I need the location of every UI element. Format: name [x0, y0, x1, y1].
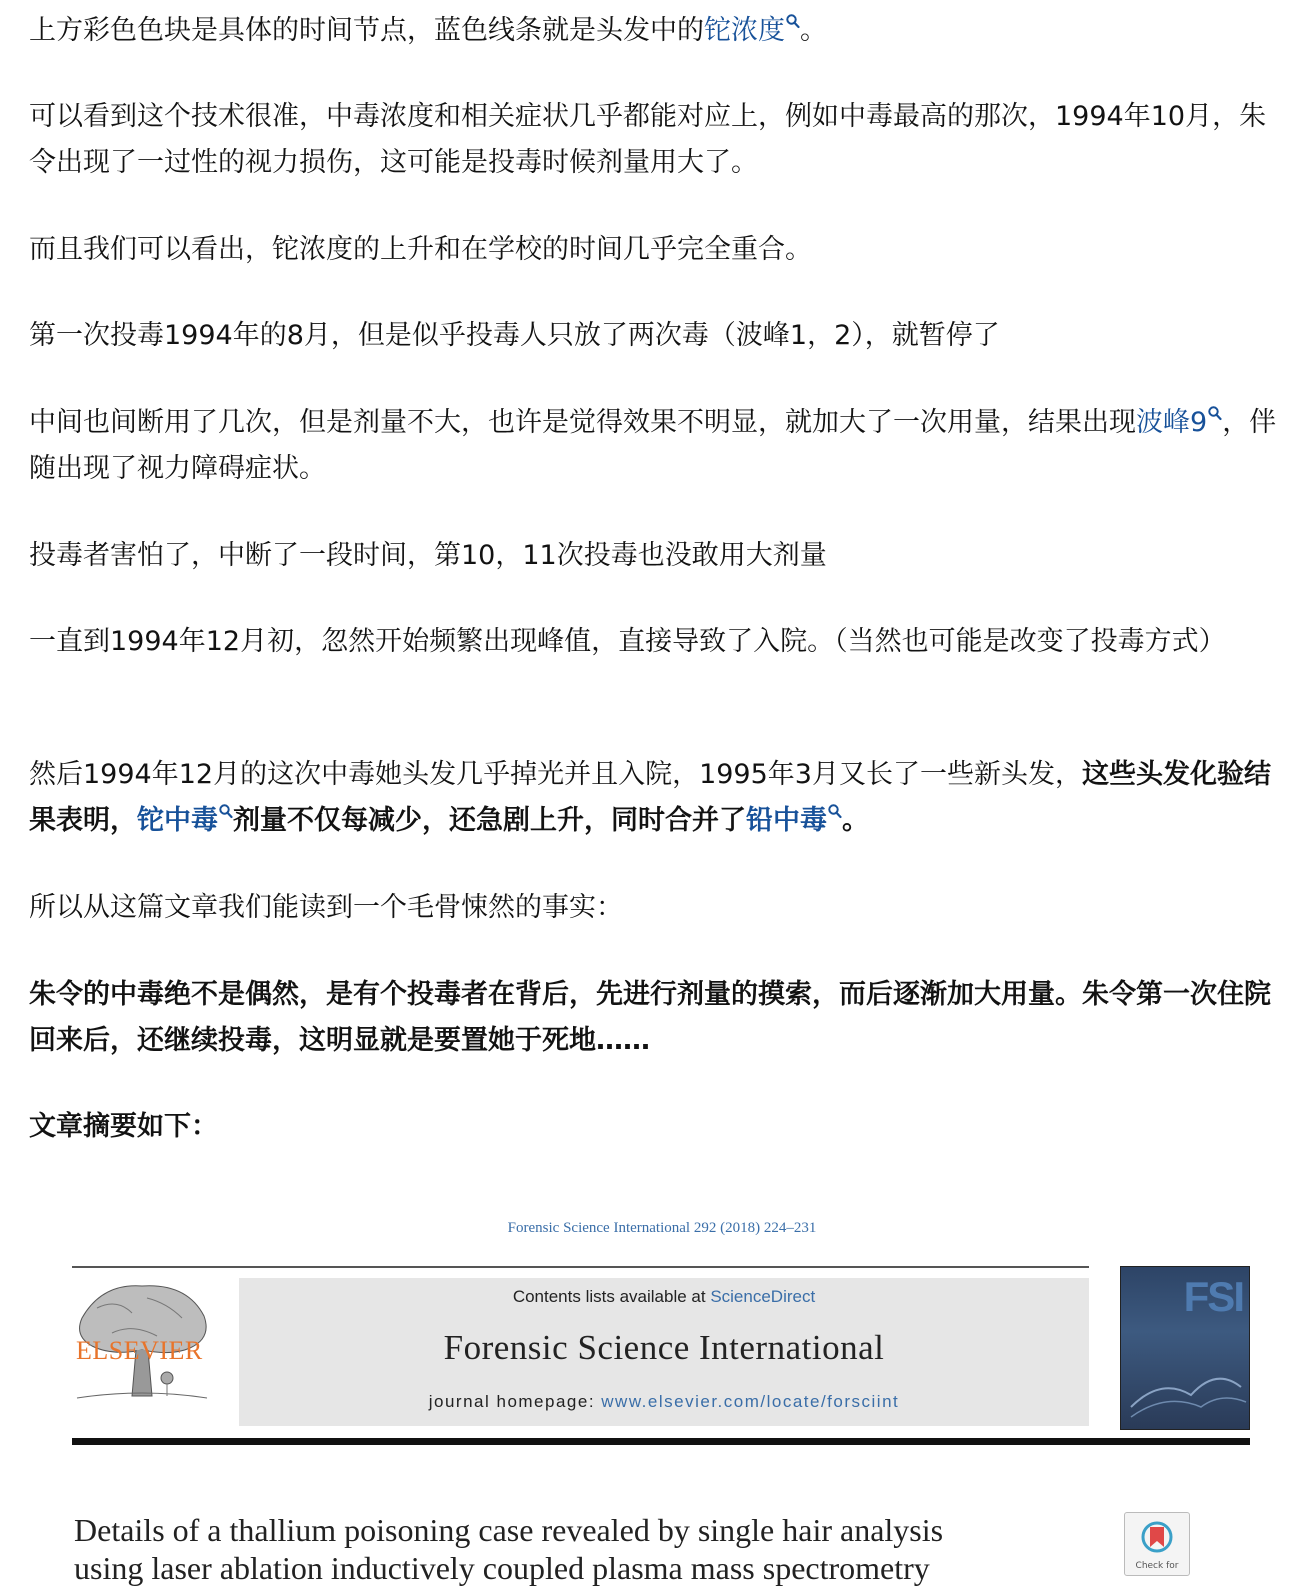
homepage-prefix: journal homepage:	[428, 1392, 602, 1411]
keyword-link-lead-poisoning[interactable]	[746, 805, 842, 836]
homepage-url[interactable]: www.elsevier.com/locate/forsciint	[601, 1392, 900, 1411]
badge-label: Check for	[1135, 1561, 1179, 1571]
bold-segment: 。	[842, 805, 869, 836]
divider	[72, 1266, 1089, 1268]
bookmark-icon	[1125, 1513, 1189, 1561]
text-segment: 上方彩色色块是具体的时间节点，蓝色线条就是头发中的	[29, 15, 704, 46]
contents-prefix: Contents lists available at	[512, 1287, 711, 1306]
paragraph-10: 朱令的中毒绝不是偶然，是有个投毒者在背后，先进行剂量的摸索，而后逐渐加大用量。朱令第一次住院回来后，还继续投毒，这明显就是要置她于死地……	[29, 979, 1271, 1056]
elsevier-wordmark: ELSEVIER	[76, 1336, 203, 1365]
journal-banner	[239, 1278, 1089, 1426]
paragraph-7: 一直到1994年12月初，忽然开始频繁出现峰值，直接导致了入院。（当然也可能是改变了投毒方式）	[29, 626, 1226, 657]
text-segment: 。	[800, 15, 827, 46]
search-icon	[828, 804, 842, 820]
keyword-link-thallium-poisoning[interactable]	[137, 805, 233, 836]
cover-abbrev: FSI	[1183, 1273, 1243, 1320]
search-icon	[1208, 406, 1222, 422]
journal-citation: Forensic Science International 292 (2018) 224–231	[507, 1220, 817, 1236]
divider	[72, 1438, 1250, 1445]
check-for-updates-badge[interactable]	[1124, 1512, 1190, 1576]
bold-segment: 这些头发化验结果表明，	[29, 759, 1271, 836]
paragraph-3: 而且我们可以看出，铊浓度的上升和在学校的时间几乎完全重合。	[29, 234, 812, 265]
paragraph-6: 投毒者害怕了，中断了一段时间，第10，11次投毒也没敢用大剂量	[29, 540, 827, 571]
paragraph-8	[29, 752, 1289, 844]
journal-title: Forensic Science International	[443, 1328, 885, 1367]
journal-header-image[interactable]	[72, 1210, 1252, 1586]
link-label: 铅中毒	[746, 805, 827, 836]
cover-art	[1121, 1267, 1249, 1429]
paragraph-9: 所以从这篇文章我们能读到一个毛骨悚然的事实：	[29, 892, 623, 923]
journal-cover-thumbnail	[1120, 1266, 1250, 1430]
paper-title-line-2: using laser ablation inductively coupled plasma mass spectrometry	[74, 1550, 930, 1586]
search-icon	[219, 804, 233, 820]
text-segment: 中间也间断用了几次，但是剂量不大，也许是觉得效果不明显，就加大了一次用量，结果出现	[29, 407, 1136, 438]
paragraph-4: 第一次投毒1994年的8月，但是似乎投毒人只放了两次毒（波峰1，2），就暂停了	[29, 320, 1000, 351]
link-label: 波峰9	[1136, 407, 1208, 438]
link-label: 铊浓度	[704, 15, 785, 46]
bold-segment: 剂量不仅每减少，还急剧上升，同时合并了	[233, 805, 746, 836]
text-segment: ，伴随出现了视力障碍症状。	[29, 407, 1277, 484]
paragraph-5	[29, 400, 1289, 492]
paper-title: Details of a thallium poisoning case revealed by single hair analysis	[74, 1512, 944, 1548]
paragraph-11: 文章摘要如下：	[29, 1111, 218, 1142]
link-label: 铊中毒	[137, 805, 218, 836]
text-segment: 然后1994年12月的这次中毒她头发几乎掉光并且入院，1995年3月又长了一些新头发，	[29, 759, 1082, 790]
paragraph-1	[29, 8, 1289, 54]
search-icon	[786, 14, 800, 30]
keyword-link-thallium-concentration[interactable]	[704, 15, 800, 46]
contents-line	[239, 1287, 1089, 1307]
paragraph-2: 可以看到这个技术很准，中毒浓度和相关症状几乎都能对应上，例如中毒最高的那次，1994年10月，朱令出现了一过性的视力损伤，这可能是投毒时候剂量用大了。	[29, 101, 1267, 178]
keyword-link-peak-9[interactable]	[1136, 407, 1222, 438]
sciencedirect-link[interactable]: ScienceDirect	[710, 1287, 816, 1306]
journal-homepage-line	[239, 1392, 1089, 1412]
